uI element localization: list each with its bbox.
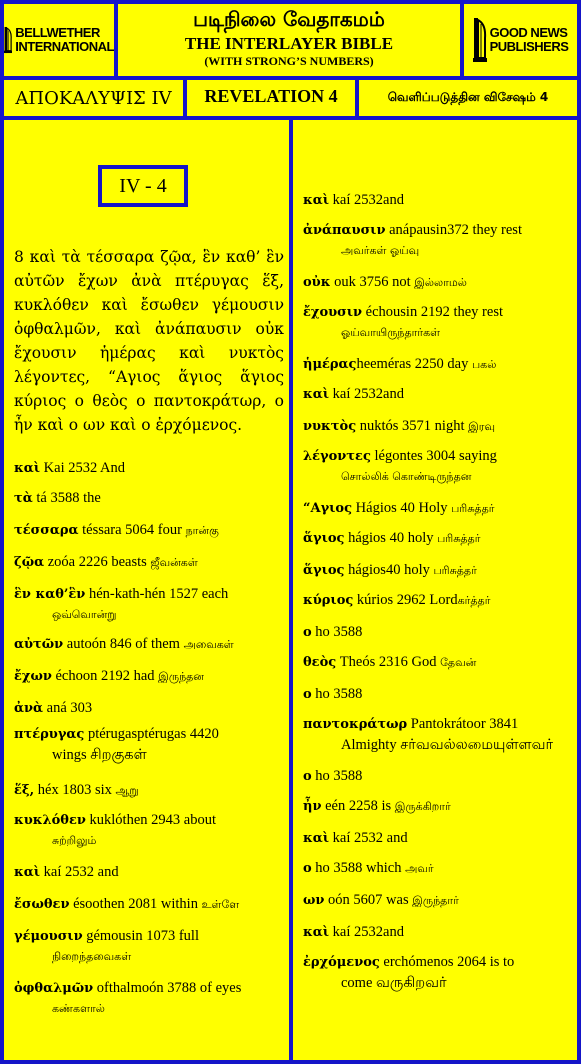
transliteration: hágios 40 holy	[344, 530, 438, 546]
greek-word: ο	[303, 625, 312, 640]
gloss-continuation: சொல்லிக் கொண்டிருந்தன	[341, 470, 472, 483]
greek-word: ο	[303, 861, 312, 876]
tamil-gloss: இருந்தார்	[412, 894, 459, 907]
english-book-label	[183, 76, 359, 120]
word-entry	[14, 488, 282, 509]
transliteration: kaí 2532 and	[329, 830, 408, 846]
transliteration: ouk 3756 not	[330, 274, 415, 290]
tamil-gloss: கர்த்தர்	[457, 594, 491, 607]
transliteration: héx 1803 six	[34, 782, 116, 798]
word-entry	[303, 952, 567, 993]
tamil-gloss: தேவன்	[440, 656, 477, 669]
word-entry	[303, 384, 567, 405]
greek-word: πτέρυγας	[14, 727, 85, 742]
greek-word: ἓν καθ’ἓν	[14, 587, 86, 602]
tamil-gloss: இரவு	[468, 420, 496, 433]
greek-word: ο	[303, 769, 312, 784]
greek-word: νυκτὸς	[303, 419, 357, 434]
tamil-book-label	[355, 76, 581, 120]
chapter-badge-text: IV - 4	[119, 174, 167, 197]
word-entry	[303, 272, 567, 293]
transliteration: heeméras 2250 day	[356, 356, 472, 372]
word-entry	[303, 684, 567, 705]
greek-word: θεὸς	[303, 655, 337, 670]
greek-word: ἀνάπαυσιν	[303, 223, 386, 238]
word-entry	[14, 810, 282, 851]
greek-word: ζῷα	[14, 555, 45, 570]
gloss-continuation: Almighty சர்வவல்லமையுள்ளவர்	[341, 737, 554, 753]
tamil-gloss: ஜீவன்கள்	[150, 556, 198, 569]
word-entry	[303, 220, 567, 261]
greek-book-text: ΑΠΟΚΑΛΥΨΙΣ IV	[15, 87, 172, 109]
word-entry	[303, 354, 567, 375]
good-news-logo-line2: PUBLISHERS	[489, 39, 569, 54]
gloss-continuation: come வருகிறவர்	[341, 975, 447, 991]
greek-word: ο	[303, 687, 312, 702]
transliteration: ho 3588	[311, 624, 363, 640]
gloss-continuation: நிறைந்தவைகள்	[52, 950, 132, 963]
tamil-gloss: அவர்	[405, 862, 434, 875]
word-entry	[303, 828, 567, 849]
transliteration: Theós 2316 God	[336, 654, 441, 670]
gloss-continuation: ஓய்வாயிருந்தார்கள்	[341, 326, 441, 339]
greek-word: ἅγιος	[303, 531, 345, 546]
transliteration: échousin 2192 they rest	[362, 304, 503, 320]
word-entry	[14, 458, 282, 479]
word-entry	[303, 416, 567, 437]
transliteration: eén 2258 is	[321, 798, 395, 814]
greek-word: τέσσαρα	[14, 523, 79, 538]
transliteration: ofthalmoón 3788 of eyes	[93, 980, 242, 996]
transliteration: erchómenos 2064 is to	[379, 954, 515, 970]
word-entry	[303, 498, 567, 519]
english-book-text: REVELATION 4	[204, 86, 338, 106]
transliteration: aná 303	[43, 700, 93, 716]
greek-word: ἔχων	[14, 669, 52, 684]
transliteration: ho 3588	[311, 768, 363, 784]
greek-word: καὶ	[14, 461, 41, 476]
transliteration: kaí 2532 and	[40, 864, 119, 880]
greek-word: ἦν	[303, 799, 322, 814]
word-entry	[303, 560, 567, 581]
transliteration: hén-kath-hén 1527 each	[85, 586, 229, 602]
good-news-logo-text	[490, 26, 569, 54]
tamil-gloss: அவைகள்	[183, 638, 234, 651]
tamil-gloss: இல்லாமல்	[414, 276, 467, 289]
transliteration: oón 5607 was	[324, 892, 413, 908]
tamil-gloss: பரிசுத்தர்	[433, 564, 477, 577]
word-entry	[14, 894, 282, 915]
greek-passage: 8 καὶ τὰ τέσσαρα ζῷα, ἓν καθ’ ἓν αὐτῶν ἔχων ἀνὰ πτέρυγας ἕξ, κυκλόθεν καὶ ἔσωθεν γέμουσιν ὀφθαλμῶν, καὶ ἀνάπαυσιν οὐκ ἔχουσιν ἡμέρας καὶ νυκτὸς λέγοντες, “Αγιος ἅγιος ἅγιος κύριος ο θεὸς ο παντοκράτωρ, ο ἦν καὶ ο ων καὶ ο ἐρχόμενος.	[14, 248, 284, 434]
greek-word: ων	[303, 893, 325, 908]
word-entry	[14, 666, 282, 687]
greek-word: καὶ	[14, 865, 41, 880]
greek-word: τὰ	[14, 491, 33, 506]
word-entry	[14, 698, 282, 719]
greek-word: αὐτῶν	[14, 637, 64, 652]
greek-word: ἔχουσιν	[303, 305, 363, 320]
word-entry	[303, 190, 567, 211]
word-entry	[14, 926, 282, 967]
tamil-gloss: பரிசுத்தர்	[437, 532, 481, 545]
tamil-gloss: பரிசுத்தர்	[451, 502, 495, 515]
word-entry	[14, 552, 282, 573]
transliteration: kuklóthen 2943 about	[85, 812, 216, 828]
gloss-continuation: கண்களால்	[52, 1002, 105, 1015]
greek-word: καὶ	[303, 831, 330, 846]
greek-word: καὶ	[303, 925, 330, 940]
transliteration: nuktós 3571 night	[356, 418, 469, 434]
transliteration: Pantokrátoor 3841	[407, 716, 519, 732]
transliteration: gémousin 1073 full	[82, 928, 199, 944]
word-entry	[14, 780, 282, 801]
tamil-gloss: ஆறு	[115, 784, 139, 797]
transliteration: hágios40 holy	[344, 562, 434, 578]
greek-word: κυκλόθεν	[14, 813, 86, 828]
title-subtitle: (WITH STRONG’S NUMBERS)	[204, 54, 374, 68]
transliteration: ho 3588 which	[311, 860, 406, 876]
gloss-continuation: ஒவ்வொன்று	[52, 608, 117, 621]
word-entry	[14, 978, 282, 1019]
tamil-gloss: உள்ளே	[201, 898, 240, 911]
transliteration: échoon 2192 had	[51, 668, 159, 684]
transliteration: autoón 846 of them	[63, 636, 184, 652]
chapter-badge	[98, 165, 188, 207]
transliteration: kaí 2532and	[329, 192, 404, 208]
greek-word: ἕξ,	[14, 783, 35, 798]
bellwether-logo-line1: BELLWETHER	[15, 25, 100, 40]
greek-word: οὐκ	[303, 275, 331, 290]
greek-word: ἡμέρας	[303, 357, 357, 372]
greek-word: γέμουσιν	[14, 929, 83, 944]
right-panel	[289, 116, 581, 1064]
good-news-logo-line1: GOOD NEWS	[489, 25, 568, 40]
greek-word: ἀνὰ	[14, 701, 44, 716]
greek-word: ὀφθαλμῶν	[14, 981, 94, 996]
greek-word: κύριος	[303, 593, 354, 608]
gloss-continuation: அவர்கள் ஓய்வு	[341, 244, 420, 257]
transliteration: anápausin372 they rest	[385, 222, 522, 238]
word-entry	[303, 714, 567, 755]
tamil-gloss: பகல்	[472, 358, 497, 371]
bellwether-logo	[0, 0, 118, 80]
greek-word: ἅγιος	[303, 563, 345, 578]
transliteration: kaí 2532and	[329, 386, 404, 402]
good-news-logo	[460, 0, 581, 80]
gloss-continuation: wings சிறகுகள்	[52, 747, 147, 763]
transliteration: tá 3588 the	[32, 490, 101, 506]
transliteration: Hágios 40 Holy	[352, 500, 452, 516]
word-entry	[14, 724, 282, 765]
title-main: THE INTERLAYER BIBLE	[184, 34, 394, 53]
word-entry	[303, 796, 567, 817]
word-entry	[303, 922, 567, 943]
tamil-gloss: இருக்கிறார்	[394, 800, 451, 813]
transliteration: ptérugasptérugas 4420	[84, 726, 219, 742]
word-entry	[303, 766, 567, 787]
greek-word: ἐρχόμενος	[303, 955, 380, 970]
transliteration: zoóa 2226 beasts	[44, 554, 151, 570]
harp-icon	[4, 18, 12, 62]
word-entry	[14, 520, 282, 541]
transliteration: ésoothen 2081 within	[69, 896, 202, 912]
transliteration: téssara 5064 four	[78, 522, 186, 538]
tamil-gloss: இருந்தன	[158, 670, 204, 683]
word-entry	[14, 862, 282, 883]
transliteration: légontes 3004 saying	[370, 448, 497, 464]
greek-word: “Αγιος	[303, 501, 353, 516]
harp-icon	[473, 18, 487, 62]
word-entry	[303, 302, 567, 343]
transliteration: ho 3588	[311, 686, 363, 702]
word-entry	[303, 858, 567, 879]
greek-word: παντοκράτωρ	[303, 717, 408, 732]
transliteration: Kai 2532 And	[40, 460, 126, 476]
tamil-book-text: வெளிப்படுத்தின விசேஷம் 4	[387, 90, 549, 104]
word-entry	[303, 590, 567, 611]
word-entry	[303, 890, 567, 911]
word-entry	[14, 634, 282, 655]
word-entry	[303, 446, 567, 487]
tamil-gloss: நான்கு	[185, 524, 219, 537]
greek-book-label	[0, 76, 187, 120]
greek-word: λέγοντες	[303, 449, 371, 464]
word-entry	[14, 584, 282, 625]
bellwether-logo-text	[15, 26, 114, 54]
title-box	[114, 0, 464, 80]
bellwether-logo-line2: INTERNATIONAL	[15, 39, 114, 54]
word-entry	[303, 652, 567, 673]
title-tamil: படிநிலை வேதாகமம்	[193, 7, 385, 31]
greek-word: καὶ	[303, 387, 330, 402]
greek-word: ἔσωθεν	[14, 897, 70, 912]
word-entry	[303, 622, 567, 643]
greek-word: καὶ	[303, 193, 330, 208]
transliteration: kúrios 2962 Lord	[353, 592, 458, 608]
left-panel	[0, 116, 293, 1064]
gloss-continuation: சுற்றிலும்	[52, 834, 97, 847]
word-entry	[303, 528, 567, 549]
transliteration: kaí 2532and	[329, 924, 404, 940]
